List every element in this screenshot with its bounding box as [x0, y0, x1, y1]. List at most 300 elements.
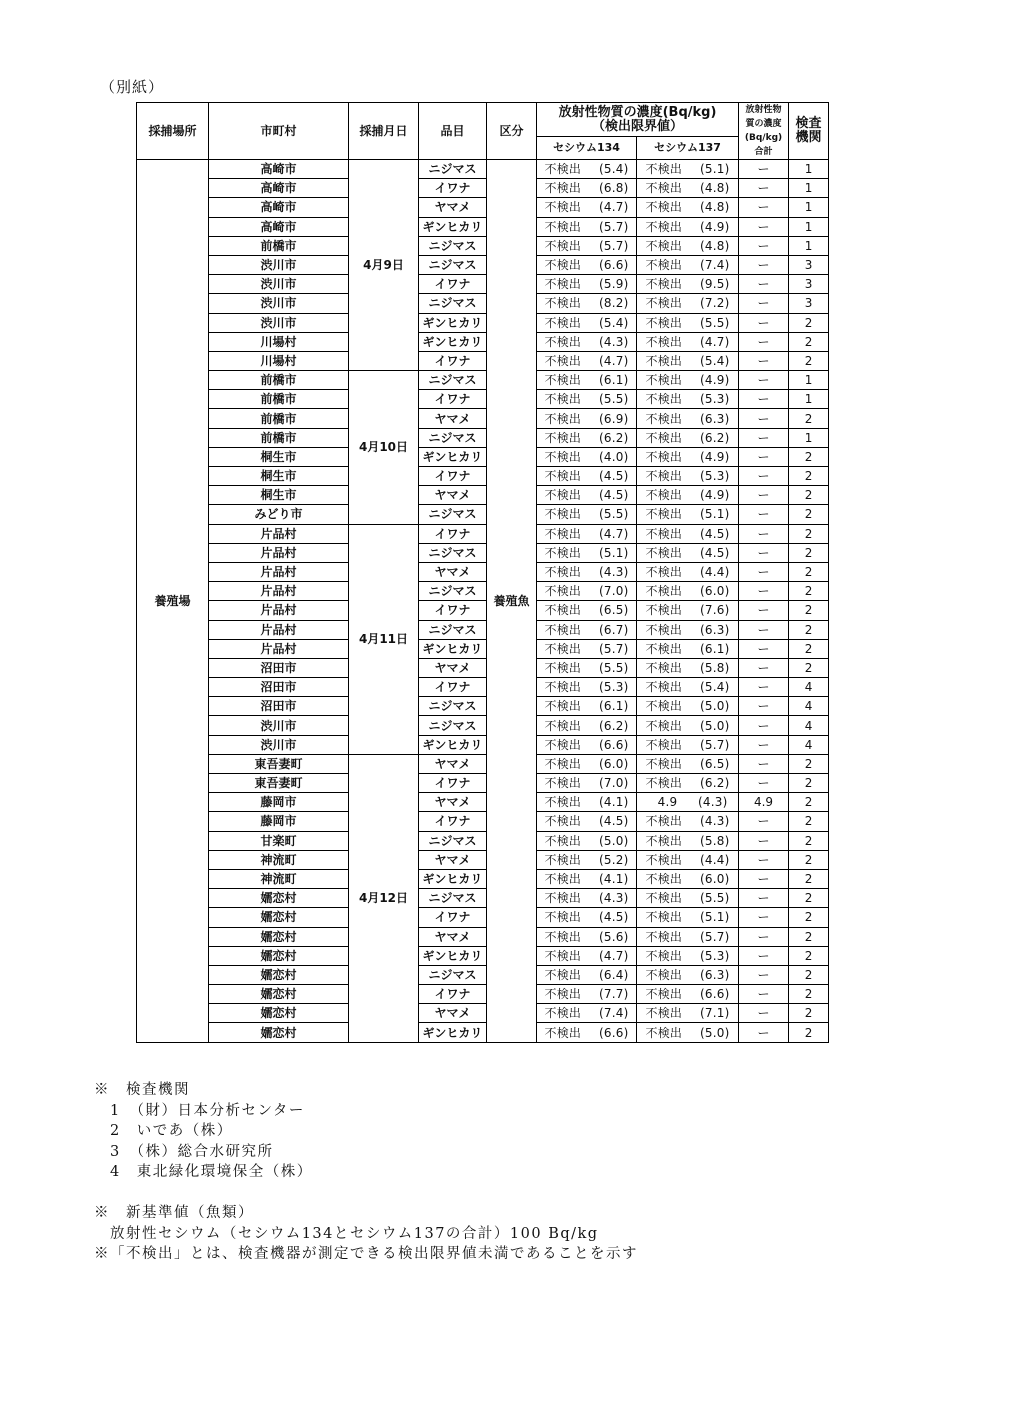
- item-cell: イワナ: [419, 179, 487, 198]
- header-category: 区分: [487, 103, 537, 160]
- city-cell: 前橋市: [209, 371, 349, 390]
- cs137-not-detected: 不検出: [645, 872, 683, 887]
- total-cell: ー: [739, 850, 789, 869]
- city-cell: 東吾妻町: [209, 754, 349, 773]
- city-cell: 片品村: [209, 620, 349, 639]
- city-cell: 嬬恋村: [209, 889, 349, 908]
- item-cell: ニジマス: [419, 716, 487, 735]
- cs137-not-detected: 不検出: [645, 718, 683, 733]
- cs134-detection-limit: (5.4): [599, 315, 629, 330]
- institution-cell: 2: [789, 812, 829, 831]
- total-cell: ー: [739, 198, 789, 217]
- city-cell: 嬬恋村: [209, 985, 349, 1004]
- cs137-cell: [637, 255, 739, 274]
- city-cell: 神流町: [209, 869, 349, 888]
- table-row: [137, 927, 829, 946]
- cs137-not-detected: 不検出: [645, 852, 683, 867]
- cs137-cell: [637, 908, 739, 927]
- cs134-detection-limit: (5.5): [599, 392, 629, 407]
- cs137-cell: [637, 793, 739, 812]
- table-row: [137, 428, 829, 447]
- cs134-detection-limit: (5.7): [599, 641, 629, 656]
- table-row: [137, 390, 829, 409]
- cs137-not-detected: 不検出: [645, 162, 683, 177]
- institution-cell: 2: [789, 774, 829, 793]
- cs134-not-detected: 不検出: [544, 718, 582, 733]
- total-cell: ー: [739, 927, 789, 946]
- cs134-detection-limit: (5.5): [599, 507, 629, 522]
- institution-cell: 4: [789, 678, 829, 697]
- total-cell: ー: [739, 678, 789, 697]
- table-row: [137, 774, 829, 793]
- cs134-detection-limit: (4.3): [599, 565, 629, 580]
- total-cell: ー: [739, 831, 789, 850]
- item-cell: ニジマス: [419, 371, 487, 390]
- item-cell: ニジマス: [419, 255, 487, 274]
- cs137-detection-limit: (4.8): [700, 200, 730, 215]
- cs137-detection-limit: (6.2): [700, 776, 730, 791]
- cs137-not-detected: 不検出: [645, 277, 683, 292]
- cs137-detection-limit: (7.2): [700, 296, 730, 311]
- notes: [94, 1080, 638, 1265]
- city-cell: 嬬恋村: [209, 1004, 349, 1023]
- cs137-cell: [637, 985, 739, 1004]
- cs137-cell: [637, 869, 739, 888]
- header-concentration: [537, 103, 739, 137]
- cs137-cell: [637, 620, 739, 639]
- cs134-not-detected: 不検出: [544, 277, 582, 292]
- cs137-cell: [637, 371, 739, 390]
- cs134-detection-limit: (6.7): [599, 622, 629, 637]
- cs137-cell: [637, 1004, 739, 1023]
- cs134-cell: [537, 716, 637, 735]
- table-row: [137, 908, 829, 927]
- table-row: [137, 236, 829, 255]
- total-cell: ー: [739, 985, 789, 1004]
- total-cell: ー: [739, 524, 789, 543]
- cs134-detection-limit: (4.5): [599, 469, 629, 484]
- item-cell: イワナ: [419, 524, 487, 543]
- total-cell: ー: [739, 505, 789, 524]
- cs134-detection-limit: (5.6): [599, 929, 629, 944]
- page-label: （別紙）: [100, 78, 165, 96]
- institution-cell: 2: [789, 524, 829, 543]
- cs137-cell: [637, 524, 739, 543]
- cs137-detection-limit: (6.0): [700, 584, 730, 599]
- cs134-cell: [537, 946, 637, 965]
- institution-cell: 1: [789, 236, 829, 255]
- header-total-line3: (Bq/kg): [744, 133, 783, 143]
- table-row: [137, 562, 829, 581]
- item-cell: イワナ: [419, 467, 487, 486]
- cs137-detection-limit: (5.3): [700, 469, 730, 484]
- cs137-not-detected: 不検出: [645, 929, 683, 944]
- cs134-detection-limit: (6.6): [599, 737, 629, 752]
- cs137-not-detected: 不検出: [645, 334, 683, 349]
- cs134-detection-limit: (6.1): [599, 373, 629, 388]
- cs137-cell: [637, 447, 739, 466]
- table-row: [137, 1023, 829, 1042]
- cs137-not-detected: 不検出: [645, 910, 683, 925]
- institution-cell: 1: [789, 179, 829, 198]
- item-cell: ヤマメ: [419, 754, 487, 773]
- cs134-detection-limit: (4.3): [599, 334, 629, 349]
- cs137-cell: [637, 467, 739, 486]
- total-cell: ー: [739, 371, 789, 390]
- total-cell: ー: [739, 562, 789, 581]
- cs134-detection-limit: (5.3): [599, 680, 629, 695]
- cs134-cell: [537, 524, 637, 543]
- institution-cell: 1: [789, 390, 829, 409]
- cs137-not-detected: 不検出: [645, 814, 683, 829]
- institution-cell: 2: [789, 908, 829, 927]
- cs137-cell: [637, 294, 739, 313]
- institution-2: 2 いであ（株）: [94, 1123, 233, 1139]
- table-row: [137, 735, 829, 754]
- cs134-not-detected: 不検出: [544, 469, 582, 484]
- city-cell: 藤岡市: [209, 793, 349, 812]
- table-row: [137, 678, 829, 697]
- cs134-cell: [537, 217, 637, 236]
- cs137-detection-limit: (5.7): [700, 929, 730, 944]
- city-cell: 渋川市: [209, 313, 349, 332]
- city-cell: 桐生市: [209, 447, 349, 466]
- cs134-detection-limit: (6.2): [599, 718, 629, 733]
- header-cs137: セシウム137: [637, 137, 739, 160]
- cs134-detection-limit: (7.4): [599, 1006, 629, 1021]
- spacer: [94, 1183, 638, 1204]
- cs134-cell: [537, 486, 637, 505]
- item-cell: イワナ: [419, 275, 487, 294]
- city-cell: 神流町: [209, 850, 349, 869]
- cs137-cell: [637, 639, 739, 658]
- cs137-not-detected: 不検出: [645, 430, 683, 445]
- institution-cell: 2: [789, 332, 829, 351]
- cs134-detection-limit: (4.0): [599, 449, 629, 464]
- cs134-cell: [537, 678, 637, 697]
- cs134-not-detected: 不検出: [544, 852, 582, 867]
- city-cell: 片品村: [209, 562, 349, 581]
- cs137-not-detected: 不検出: [645, 584, 683, 599]
- cs137-detection-limit: (6.3): [700, 411, 730, 426]
- city-cell: 片品村: [209, 524, 349, 543]
- cs134-not-detected: 不検出: [544, 891, 582, 906]
- total-cell: ー: [739, 275, 789, 294]
- table-row: [137, 658, 829, 677]
- table-row: [137, 467, 829, 486]
- total-cell: ー: [739, 160, 789, 179]
- cs134-not-detected: 不検出: [544, 948, 582, 963]
- city-cell: 片品村: [209, 582, 349, 601]
- table-row: [137, 1004, 829, 1023]
- cs137-not-detected: 不検出: [645, 699, 683, 714]
- cs137-cell: [637, 179, 739, 198]
- city-cell: 東吾妻町: [209, 774, 349, 793]
- cs134-cell: [537, 1023, 637, 1042]
- cs134-cell: [537, 390, 637, 409]
- cs137-detection-limit: (4.8): [700, 238, 730, 253]
- cs137-cell: [637, 601, 739, 620]
- cs134-not-detected: 不検出: [544, 584, 582, 599]
- cs137-not-detected: 不検出: [645, 219, 683, 234]
- item-cell: ギンヒカリ: [419, 1023, 487, 1042]
- cs137-not-detected: 不検出: [645, 680, 683, 695]
- item-cell: ヤマメ: [419, 409, 487, 428]
- cs137-cell: [637, 1023, 739, 1042]
- cs137-detection-limit: (4.3): [700, 814, 730, 829]
- cs134-detection-limit: (4.7): [599, 526, 629, 541]
- institution-cell: 2: [789, 601, 829, 620]
- header-total-line4: 合計: [754, 147, 773, 157]
- cs137-cell: [637, 678, 739, 697]
- institution-cell: 2: [789, 869, 829, 888]
- cs137-cell: [637, 160, 739, 179]
- table-row: [137, 754, 829, 773]
- header-city: 市町村: [209, 103, 349, 160]
- cs134-not-detected: 不検出: [544, 296, 582, 311]
- cs134-not-detected: 不検出: [544, 258, 582, 273]
- header-institution-line1: 検査: [795, 116, 822, 131]
- cs137-not-detected: 不検出: [645, 373, 683, 388]
- city-cell: 嬬恋村: [209, 946, 349, 965]
- header-institution-line2: 機関: [795, 130, 822, 145]
- cs134-not-detected: 不検出: [544, 526, 582, 541]
- cs137-cell: [637, 697, 739, 716]
- cs134-not-detected: 不検出: [544, 219, 582, 234]
- item-cell: ギンヒカリ: [419, 447, 487, 466]
- cs137-detection-limit: (4.3): [698, 795, 728, 810]
- cs137-not-detected: 不検出: [645, 507, 683, 522]
- cs137-cell: [637, 831, 739, 850]
- cs134-cell: [537, 965, 637, 984]
- cs137-not-detected: 不検出: [645, 296, 683, 311]
- cs134-cell: [537, 697, 637, 716]
- city-cell: 川場村: [209, 332, 349, 351]
- cs134-detection-limit: (6.5): [599, 603, 629, 618]
- cs137-not-detected: 不検出: [645, 258, 683, 273]
- cs134-detection-limit: (4.1): [599, 795, 629, 810]
- cs134-cell: [537, 236, 637, 255]
- institution-cell: 4: [789, 716, 829, 735]
- item-cell: ニジマス: [419, 965, 487, 984]
- cs137-cell: [637, 332, 739, 351]
- header-institution: [789, 103, 829, 160]
- cs137-cell: [637, 735, 739, 754]
- cs137-cell: [637, 774, 739, 793]
- cs137-detection-limit: (6.3): [700, 967, 730, 982]
- cs134-not-detected: 不検出: [544, 603, 582, 618]
- place-cell: 養殖場: [137, 160, 209, 1043]
- cs137-detection-limit: (4.4): [700, 565, 730, 580]
- table-body: [137, 160, 829, 1043]
- institution-cell: 2: [789, 985, 829, 1004]
- cs134-not-detected: 不検出: [544, 910, 582, 925]
- institution-cell: 2: [789, 467, 829, 486]
- institution-cell: 2: [789, 831, 829, 850]
- city-cell: 前橋市: [209, 428, 349, 447]
- cs134-detection-limit: (6.6): [599, 258, 629, 273]
- table-row: [137, 486, 829, 505]
- table-row: [137, 179, 829, 198]
- cs137-detection-limit: (5.1): [700, 162, 730, 177]
- cs137-cell: [637, 582, 739, 601]
- cs134-detection-limit: (5.9): [599, 277, 629, 292]
- cs134-detection-limit: (6.9): [599, 411, 629, 426]
- city-cell: 渋川市: [209, 275, 349, 294]
- table-row: [137, 850, 829, 869]
- cs134-cell: [537, 313, 637, 332]
- institution-1: 1 （財）日本分析センター: [94, 1102, 305, 1119]
- institutions-title: ※ 検査機関: [94, 1082, 190, 1098]
- table-row: [137, 946, 829, 965]
- cs134-cell: [537, 582, 637, 601]
- table-row: [137, 620, 829, 639]
- institution-4: 4 東北緑化環境保全（株）: [94, 1164, 313, 1180]
- cs134-cell: [537, 562, 637, 581]
- total-cell: ー: [739, 351, 789, 370]
- cs137-cell: [637, 543, 739, 562]
- cs137-detection-limit: (5.1): [700, 507, 730, 522]
- cs137-detection-limit: (5.0): [700, 718, 730, 733]
- item-cell: ヤマメ: [419, 793, 487, 812]
- cs137-not-detected: 不検出: [645, 987, 683, 1002]
- institution-cell: 2: [789, 1023, 829, 1042]
- institution-cell: 2: [789, 1004, 829, 1023]
- item-cell: イワナ: [419, 351, 487, 370]
- cs134-not-detected: 不検出: [544, 449, 582, 464]
- cs134-not-detected: 不検出: [544, 411, 582, 426]
- cs137-not-detected: 不検出: [645, 315, 683, 330]
- institution-cell: 4: [789, 735, 829, 754]
- cs134-not-detected: 不検出: [544, 181, 582, 196]
- total-cell: ー: [739, 332, 789, 351]
- date-cell: 4月11日: [349, 524, 419, 754]
- item-cell: ニジマス: [419, 831, 487, 850]
- city-cell: 嬬恋村: [209, 1023, 349, 1042]
- table-row: [137, 793, 829, 812]
- cs137-detection-limit: (5.4): [700, 680, 730, 695]
- city-cell: 桐生市: [209, 467, 349, 486]
- cs137-cell: [637, 716, 739, 735]
- cs137-detection-limit: (7.1): [700, 1006, 730, 1021]
- cs134-detection-limit: (4.5): [599, 488, 629, 503]
- total-cell: ー: [739, 601, 789, 620]
- item-cell: イワナ: [419, 908, 487, 927]
- total-cell: ー: [739, 658, 789, 677]
- cs134-cell: [537, 831, 637, 850]
- cs137-cell: [637, 351, 739, 370]
- city-cell: 藤岡市: [209, 812, 349, 831]
- cs134-detection-limit: (8.2): [599, 296, 629, 311]
- table-row: [137, 447, 829, 466]
- cs137-not-detected: 不検出: [645, 891, 683, 906]
- cs137-detection-limit: (5.5): [700, 315, 730, 330]
- cs137-detection-limit: (5.4): [700, 353, 730, 368]
- header-total-line1: 放射性物: [745, 105, 782, 115]
- cs137-not-detected: 不検出: [645, 488, 683, 503]
- item-cell: ギンヒカリ: [419, 217, 487, 236]
- cs134-not-detected: 不検出: [544, 622, 582, 637]
- total-cell: ー: [739, 486, 789, 505]
- cs137-cell: [637, 850, 739, 869]
- cs134-detection-limit: (4.1): [599, 872, 629, 887]
- table-row: [137, 332, 829, 351]
- institution-cell: 2: [789, 409, 829, 428]
- city-cell: 嬬恋村: [209, 908, 349, 927]
- cs137-cell: [637, 658, 739, 677]
- table-row: [137, 639, 829, 658]
- cs137-not-detected: 不検出: [645, 411, 683, 426]
- item-cell: ギンヒカリ: [419, 735, 487, 754]
- city-cell: 片品村: [209, 601, 349, 620]
- cs134-cell: [537, 371, 637, 390]
- item-cell: ニジマス: [419, 620, 487, 639]
- table-row: [137, 351, 829, 370]
- header-place: 採捕場所: [137, 103, 209, 160]
- cs134-not-detected: 不検出: [544, 545, 582, 560]
- standard-title: ※ 新基準値（魚類）: [94, 1205, 254, 1221]
- cs137-detection-limit: (4.9): [700, 488, 730, 503]
- city-cell: 沼田市: [209, 678, 349, 697]
- item-cell: ニジマス: [419, 294, 487, 313]
- cs137-not-detected: 不検出: [645, 565, 683, 580]
- institution-cell: 2: [789, 793, 829, 812]
- city-cell: 片品村: [209, 639, 349, 658]
- item-cell: ニジマス: [419, 505, 487, 524]
- cs134-not-detected: 不検出: [544, 238, 582, 253]
- cs137-not-detected: 不検出: [645, 526, 683, 541]
- item-cell: イワナ: [419, 774, 487, 793]
- city-cell: 桐生市: [209, 486, 349, 505]
- institution-cell: 2: [789, 658, 829, 677]
- city-cell: 渋川市: [209, 716, 349, 735]
- cs134-cell: [537, 774, 637, 793]
- table-row: [137, 831, 829, 850]
- item-cell: ヤマメ: [419, 486, 487, 505]
- cs134-not-detected: 不検出: [544, 737, 582, 752]
- table-row: [137, 255, 829, 274]
- cs134-cell: [537, 908, 637, 927]
- cs134-cell: [537, 294, 637, 313]
- cs134-not-detected: 不検出: [544, 872, 582, 887]
- cs137-detection-limit: (4.5): [700, 545, 730, 560]
- cs134-not-detected: 不検出: [544, 1025, 582, 1040]
- cs134-detection-limit: (4.7): [599, 948, 629, 963]
- cs137-cell: [637, 409, 739, 428]
- cs137-not-detected: 不検出: [645, 833, 683, 848]
- cs134-not-detected: 不検出: [544, 1006, 582, 1021]
- item-cell: ヤマメ: [419, 658, 487, 677]
- cs134-not-detected: 不検出: [544, 373, 582, 388]
- table-row: [137, 371, 829, 390]
- cs134-detection-limit: (6.0): [599, 756, 629, 771]
- cs137-cell: [637, 390, 739, 409]
- city-cell: 前橋市: [209, 236, 349, 255]
- cs137-detection-limit: (5.8): [700, 833, 730, 848]
- cs134-not-detected: 不検出: [544, 987, 582, 1002]
- cs137-detection-limit: (6.5): [700, 756, 730, 771]
- institution-cell: 2: [789, 582, 829, 601]
- table-row: [137, 409, 829, 428]
- cs134-cell: [537, 275, 637, 294]
- cs134-not-detected: 不検出: [544, 315, 582, 330]
- cs134-detection-limit: (4.5): [599, 814, 629, 829]
- cs134-cell: [537, 505, 637, 524]
- table-row: [137, 275, 829, 294]
- cs134-detection-limit: (4.3): [599, 891, 629, 906]
- cs134-not-detected: 不検出: [544, 334, 582, 349]
- city-cell: 高崎市: [209, 217, 349, 236]
